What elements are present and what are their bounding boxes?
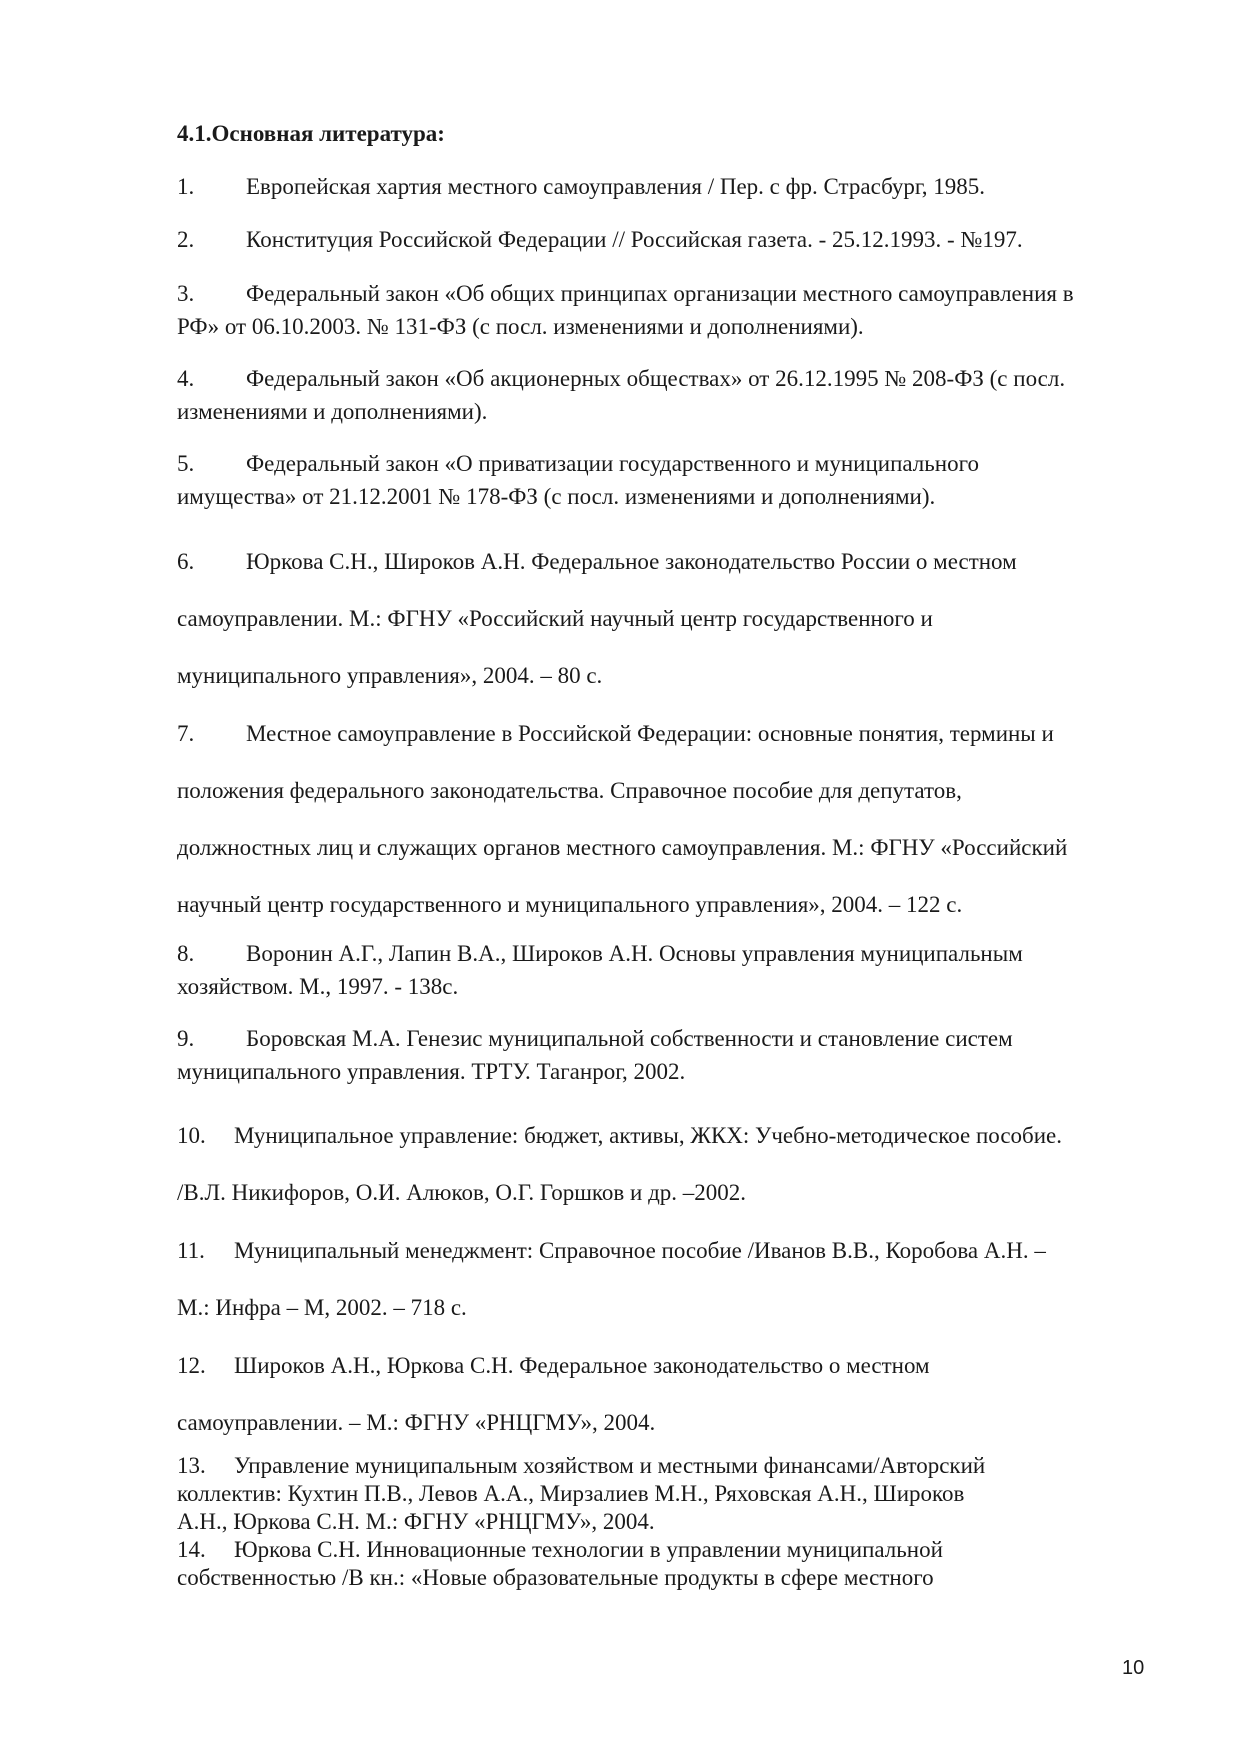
list-item-number: 1.: [177, 174, 195, 199]
list-item-text: муниципального управления. ТРТУ. Таганрог, 2002.: [177, 1059, 686, 1084]
list-item: [177, 937, 1152, 1003]
list-item-text: /В.Л. Никифоров, О.И. Алюков, О.Г. Горшков и др. –2002.: [177, 1180, 747, 1205]
list-item-text: муниципального управления», 2004. – 80 с.: [177, 663, 603, 688]
list-item-number: 4.: [177, 366, 195, 391]
list-item-text: Муниципальный менеджмент: Справочное пособие /Иванов В.В., Коробова А.Н. –: [234, 1238, 1046, 1263]
list-item: [177, 362, 1152, 428]
list-item-text: Федеральный закон «О приватизации государственного и муниципального: [246, 451, 979, 476]
section-heading: 4.1.Основная литература:: [177, 121, 445, 146]
list-item: [177, 1222, 1152, 1336]
list-item-text: коллектив: Кухтин П.В., Левов А.А., Мирзалиев М.Н., Ряховская А.Н., Широков: [177, 1481, 965, 1506]
list-item-text: положения федерального законодательства. Справочное пособие для депутатов,: [177, 778, 962, 803]
list-item: [177, 1536, 1152, 1592]
list-item-text: самоуправлении. – М.: ФГНУ «РНЦГМУ», 2004.: [177, 1410, 656, 1435]
list-item-text: Юркова С.Н. Инновационные технологии в управлении муниципальной: [234, 1537, 943, 1562]
list-item-text: изменениями и дополнениями).: [177, 399, 488, 424]
list-item-number: 11.: [177, 1238, 205, 1263]
list-item-number: 5.: [177, 451, 195, 476]
list-item: [177, 705, 1152, 933]
list-item-number: 3.: [177, 281, 195, 306]
list-item-number: 2.: [177, 227, 195, 252]
list-item-text: Местное самоуправление в Российской Федерации: основные понятия, термины и: [246, 721, 1054, 746]
list-item-number: 10.: [177, 1123, 206, 1148]
page-number: 10: [1122, 1657, 1145, 1679]
list-item-text: Воронин А.Г., Лапин В.А., Широков А.Н. Основы управления муниципальным: [246, 941, 1023, 966]
list-item-number: 9.: [177, 1026, 195, 1051]
list-item: [177, 1452, 1152, 1536]
list-item: [177, 223, 1152, 256]
list-item-text: А.Н., Юркова С.Н. М.: ФГНУ «РНЦГМУ», 2004.: [177, 1509, 655, 1534]
list-item-number: 8.: [177, 941, 195, 966]
list-item-text: Европейская хартия местного самоуправления / Пер. с фр. Страсбург, 1985.: [246, 174, 985, 199]
list-item-text: научный центр государственного и муниципального управления», 2004. – 122 с.: [177, 892, 963, 917]
list-item-text: Управление муниципальным хозяйством и местными финансами/Авторский: [234, 1453, 986, 1478]
list-item: [177, 447, 1152, 513]
list-item-text: Федеральный закон «Об общих принципах организации местного самоуправления в: [246, 281, 1074, 306]
list-item: [177, 1337, 1152, 1451]
list-item-text: Конституция Российской Федерации // Российская газета. - 25.12.1993. - №197.: [246, 227, 1023, 252]
list-item: [177, 170, 1152, 203]
list-item-text: Боровская М.А. Генезис муниципальной собственности и становление систем: [246, 1026, 1013, 1051]
list-item-text: хозяйством. М., 1997. - 138с.: [177, 974, 459, 999]
list-item: [177, 1107, 1152, 1221]
list-item-text: Федеральный закон «Об акционерных обществах» от 26.12.1995 № 208-ФЗ (с посл.: [246, 366, 1066, 391]
list-item-text: Широков А.Н., Юркова С.Н. Федеральное законодательство о местном: [234, 1353, 930, 1378]
list-item-text: М.: Инфра – М, 2002. – 718 с.: [177, 1295, 467, 1320]
list-item-number: 13.: [177, 1453, 206, 1478]
list-item-text: Муниципальное управление: бюджет, активы, ЖКХ: Учебно-методическое пособие.: [234, 1123, 1063, 1148]
list-item-text: должностных лиц и служащих органов местного самоуправления. М.: ФГНУ «Российский: [177, 835, 1068, 860]
list-item-text: собственностью /В кн.: «Новые образовательные продукты в сфере местного: [177, 1565, 934, 1590]
list-item: [177, 277, 1152, 343]
list-item-number: 6.: [177, 549, 195, 574]
list-item-text: Юркова С.Н., Широков А.Н. Федеральное законодательство России о местном: [246, 549, 1017, 574]
list-item-text: имущества» от 21.12.2001 № 178-ФЗ (с посл. изменениями и дополнениями).: [177, 484, 936, 509]
list-item-number: 12.: [177, 1353, 206, 1378]
list-item-text: РФ» от 06.10.2003. № 131-ФЗ (с посл. изменениями и дополнениями).: [177, 314, 864, 339]
list-item: [177, 533, 1152, 704]
list-item-text: самоуправлении. М.: ФГНУ «Российский научный центр государственного и: [177, 606, 933, 631]
list-item-number: 7.: [177, 721, 195, 746]
list-item: [177, 1022, 1152, 1088]
list-item-number: 14.: [177, 1537, 206, 1562]
